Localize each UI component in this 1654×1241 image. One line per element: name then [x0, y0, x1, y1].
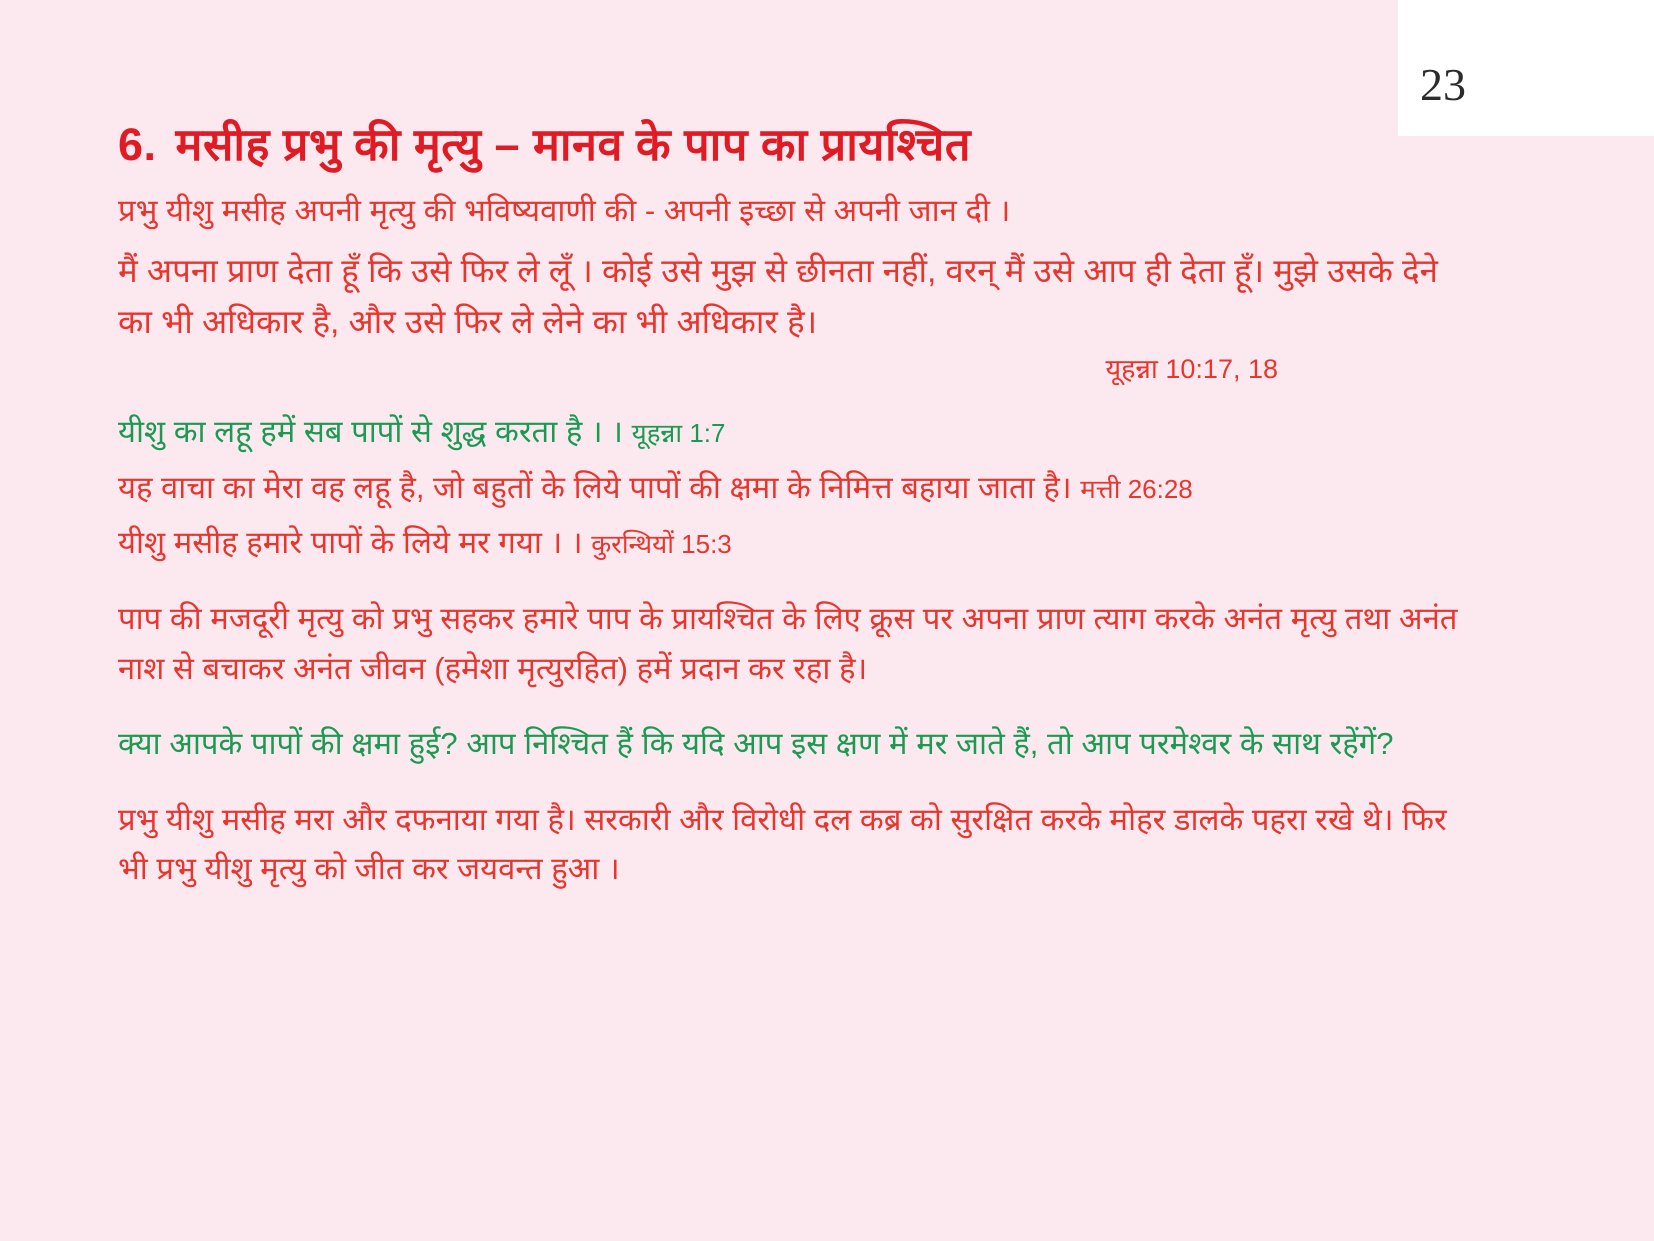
verse-text-1: यीशु का लहू हमें सब पापों से शुद्ध करता है । ।: [118, 414, 624, 450]
verse-reference-3: कुरन्थियों 15:3: [591, 529, 732, 560]
page-number-box: [1398, 0, 1654, 136]
body-paragraph-2: क्या आपके पापों की क्षमा हुई? आप निश्चित हैं कि यदि आप इस क्षण में मर जाते हैं, तो आप परमेश्वर के साथ रहेंगें?: [118, 726, 1394, 762]
verse-reference-2: मत्ती 26:28: [1080, 473, 1193, 504]
title-number: 6.: [118, 119, 157, 170]
verse-reference-1: यूहन्ना 1:7: [631, 418, 726, 449]
body-paragraph-1: पाप की मजदूरी मृत्यु को प्रभु सहकर हमारे पाप के प्रायश्चित के लिए क्रूस पर अपना प्राण त्याग करके अनंत मृत्यु तथा अनंत नाश से बचाकर अनंत जीवन (हमेशा मृत्युरहित) हमें प्रदान कर रहा है।: [118, 601, 1458, 686]
verse-line-1: [118, 407, 1458, 457]
verse-text-3: यीशु मसीह हमारे पापों के लिये मर गया । ।: [118, 525, 583, 561]
verse-line-3: [118, 518, 1458, 568]
body-paragraph-3: प्रभु यीशु मसीह मरा और दफनाया गया है। सरकारी और विरोधी दल कब्र को सुरक्षित करके मोहर डालके पहरा रखे थे। फिर भी प्रभु यीशु मृत्यु को जीत कर जयवन्त हुआ ।: [118, 801, 1447, 887]
verse-line-2: [118, 463, 1458, 513]
verse-text-2: यह वाचा का मेरा वह लहू है, जो बहुतों के लिये पापों की क्षमा के निमित्त बहाया जाता है।: [118, 469, 1072, 505]
main-quote: मैं अपना प्राण देता हूँ कि उसे फिर ले लूँ । कोई उसे मुझ से छीनता नहीं, वरन् मैं उसे आप ही देता हूँ। मुझे उसके देने का भी अधिकार है, और उसे फिर ले लेने का भी अधिकार है।: [118, 251, 1438, 340]
title-text: मसीह प्रभु की मृत्यु – मानव के पाप का प्रायश्चित: [175, 119, 971, 170]
page-title: [118, 118, 1458, 172]
main-quote-reference: यूहन्ना 10:17, 18: [1105, 353, 1278, 384]
page-number: 23: [1420, 59, 1466, 110]
lead-paragraph: प्रभु यीशु मसीह अपनी मृत्यु की भविष्यवाणी की - अपनी इच्छा से अपनी जान दी ।: [118, 193, 1011, 228]
